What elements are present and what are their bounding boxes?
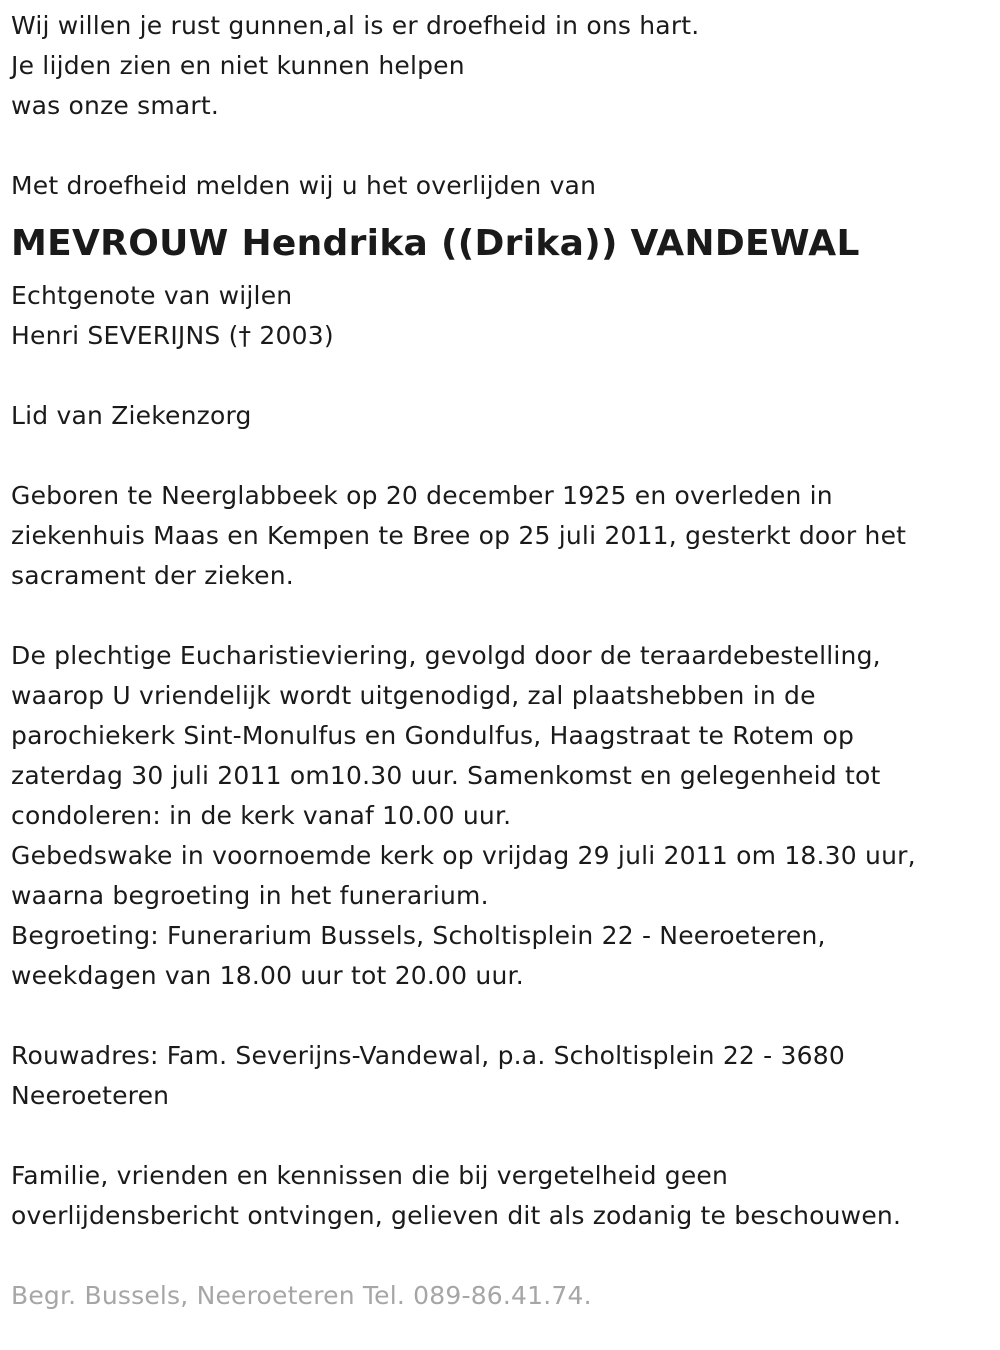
spacer [11, 1116, 1000, 1156]
paragraph-line: Familie, vrienden en kennissen die bij vergetelheid geen [11, 1161, 729, 1190]
spouse-info [11, 276, 1000, 356]
paragraph-line: weekdagen van 18.00 uur tot 20.00 uur. [11, 961, 524, 990]
spacer [11, 596, 1000, 636]
ceremony-paragraph [11, 636, 1000, 996]
paragraph-line: condoleren: in de kerk vanaf 10.00 uur. [11, 801, 512, 830]
spacer [11, 996, 1000, 1036]
spacer [11, 126, 1000, 166]
paragraph-line: sacrament der zieken. [11, 561, 294, 590]
mourning-address [11, 1036, 1000, 1116]
paragraph-line: zaterdag 30 juli 2011 om10.30 uur. Samenkomst en gelegenheid tot [11, 761, 881, 790]
spouse-line: Echtgenote van wijlen [11, 281, 293, 310]
spacer [11, 356, 1000, 396]
announcement-text: Met droefheid melden wij u het overlijden van [11, 171, 597, 200]
paragraph-line: Geboren te Neerglabbeek op 20 december 1925 en overleden in [11, 481, 833, 510]
spouse-line: Henri SEVERIJNS († 2003) [11, 321, 334, 350]
poem-line: was onze smart. [11, 91, 220, 120]
paragraph-line: ziekenhuis Maas en Kempen te Bree op 25 juli 2011, gesterkt door het [11, 521, 907, 550]
poem [11, 6, 1000, 126]
spacer [11, 436, 1000, 476]
paragraph-line: Neeroeteren [11, 1081, 170, 1110]
paragraph-line: Rouwadres: Fam. Severijns-Vandewal, p.a. Scholtisplein 22 - 3680 [11, 1041, 845, 1070]
poem-line: Je lijden zien en niet kunnen helpen [11, 51, 465, 80]
paragraph-line: overlijdensbericht ontvingen, gelieven dit als zodanig te beschouwen. [11, 1201, 902, 1230]
paragraph-line: Begroeting: Funerarium Bussels, Scholtisplein 22 - Neeroeteren, [11, 921, 826, 950]
paragraph-line: parochiekerk Sint-Monulfus en Gondulfus, Haagstraat te Rotem op [11, 721, 855, 750]
paragraph-line: waarna begroeting in het funerarium. [11, 881, 489, 910]
membership-text: Lid van Ziekenzorg [11, 401, 252, 430]
deceased-name: MEVROUW Hendrika ((Drika)) VANDEWAL [11, 223, 860, 264]
paragraph-line: waarop U vriendelijk wordt uitgenodigd, zal plaatshebben in de [11, 681, 816, 710]
funeral-home-footer: Begr. Bussels, Neeroeteren Tel. 089-86.41.74. [11, 1281, 592, 1310]
paragraph-line: De plechtige Eucharistieviering, gevolgd door de teraardebestelling, [11, 641, 881, 670]
paragraph-line: Gebedswake in voornoemde kerk op vrijdag 29 juli 2011 om 18.30 uur, [11, 841, 916, 870]
birth-death-paragraph [11, 476, 1000, 596]
notice-paragraph [11, 1156, 1000, 1236]
spacer [11, 1236, 1000, 1276]
poem-line: Wij willen je rust gunnen,al is er droefheid in ons hart. [11, 11, 700, 40]
